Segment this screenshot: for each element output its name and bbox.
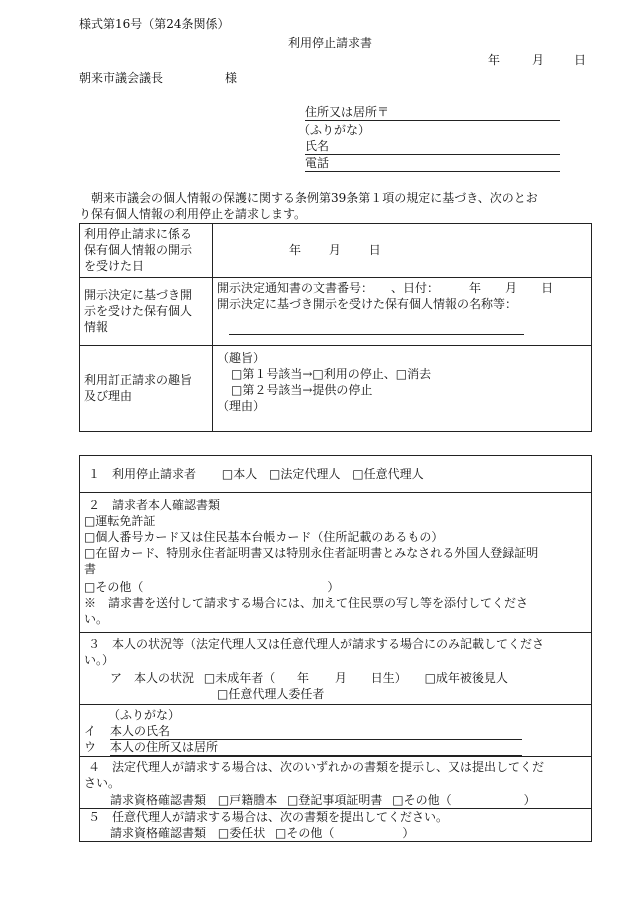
date-day-label: 日 — [574, 53, 587, 67]
label-line: 情報 — [84, 320, 109, 335]
stop-use-label: 利用の停止、 — [323, 366, 396, 381]
disclosure-date-label-cell — [80, 224, 213, 278]
stop-use-checkbox[interactable] — [312, 367, 323, 381]
status-label: ア 本人の状況 — [110, 671, 195, 685]
residence-card-label-cont: 書 — [84, 562, 97, 576]
section5-other-close: ） — [402, 826, 415, 840]
residence-card-label: 在留カード、特別永住者証明書又は特別永住者証明書とみなされる外国人登録証明 — [95, 546, 539, 560]
other-doc-close: ） — [327, 580, 340, 594]
registry-cert-label: 登記事項証明書 — [298, 793, 383, 807]
doc-date-label: 、日付： — [391, 280, 440, 295]
principal-address-prefix: ウ — [84, 740, 97, 754]
mynumber-card-label: 個人番号カード又は住民基本台帳カード（住所記載のあるもの） — [95, 530, 444, 544]
purpose-heading: （趣旨） — [217, 350, 266, 365]
section-3 — [80, 633, 591, 705]
principal-name-field[interactable] — [110, 723, 522, 740]
principal-name-label: 本人の氏名 — [110, 724, 171, 738]
disclosure-year-label: 年 — [289, 243, 302, 258]
disclosed-info-field[interactable] — [213, 277, 592, 345]
section-3-principal — [80, 705, 591, 757]
minor-born-label: 日生） — [370, 671, 407, 685]
self-label: 本人 — [233, 467, 258, 481]
other-doc-checkbox[interactable] — [84, 580, 95, 594]
guardian-label: 成年被後見人 — [435, 671, 508, 685]
addressee: 朝来市議会議長 — [79, 71, 164, 85]
doc-year-label: 年 — [469, 280, 482, 295]
info-name-underline — [229, 334, 524, 335]
date-month-label: 月 — [532, 53, 545, 67]
date-year-label: 年 — [488, 53, 501, 67]
purpose-field[interactable] — [213, 345, 592, 431]
section4-other-checkbox[interactable] — [392, 793, 403, 807]
residence-card-checkbox[interactable] — [84, 546, 95, 560]
reason-heading: （理由） — [217, 399, 266, 414]
doc-number-label: 開示決定通知書の文書番号： — [217, 280, 368, 295]
request-details-table — [79, 223, 592, 432]
delegator-checkbox[interactable] — [217, 687, 228, 701]
addressee-honorific: 様 — [225, 71, 238, 85]
disclosed-info-label-cell — [80, 277, 213, 345]
principal-address-field[interactable] — [110, 739, 522, 756]
section4-line2: さい。 — [84, 776, 121, 790]
section3-line2: い。） — [84, 653, 115, 667]
requester-name-label: 氏名 — [305, 139, 330, 153]
section1-label: １ 利用停止請求者 — [88, 467, 197, 481]
family-register-label: 戸籍謄本 — [229, 793, 278, 807]
section-2 — [80, 493, 591, 633]
license-label: 運転免許証 — [95, 514, 156, 528]
intro-line-1: 朝来市議会の個人情報の保護に関する条例第39条第１項の規定に基づき、次のとお — [91, 191, 538, 205]
license-checkbox[interactable] — [84, 514, 95, 528]
requester-details-box — [79, 455, 592, 842]
requester-phone-field[interactable] — [305, 155, 560, 172]
self-checkbox[interactable] — [222, 467, 233, 481]
other-doc-label: その他（ — [95, 580, 144, 594]
minor-year-label: 年 — [297, 671, 310, 685]
power-of-attorney-checkbox[interactable] — [218, 826, 229, 840]
option1-checkbox[interactable] — [231, 367, 242, 381]
voluntary-agent-label: 任意代理人 — [363, 467, 424, 481]
requester-address-label: 住所又は居所〒 — [305, 105, 390, 119]
family-register-checkbox[interactable] — [218, 793, 229, 807]
registry-cert-checkbox[interactable] — [287, 793, 298, 807]
erase-checkbox[interactable] — [396, 367, 407, 381]
option2-checkbox[interactable] — [231, 383, 242, 397]
disclosure-day-label: 日 — [368, 243, 381, 258]
section4-docs-label: 請求資格確認書類 — [110, 793, 207, 807]
requester-phone-label: 電話 — [305, 156, 330, 170]
section5-docs-label: 請求資格確認書類 — [110, 826, 207, 840]
section5-other-checkbox[interactable] — [275, 826, 286, 840]
principal-furigana-label: （ふりがな） — [108, 708, 181, 722]
section2-note-line2: い。 — [84, 612, 109, 626]
legal-agent-label: 法定代理人 — [280, 467, 341, 481]
section-1 — [80, 456, 591, 493]
principal-address-label: 本人の住所又は居所 — [110, 740, 219, 754]
label-line: 利用訂正請求の趣旨 — [84, 372, 193, 387]
section3-line1: ３ 本人の状況等（法定代理人又は任意代理人が請求する場合にのみ記載してくださ — [88, 637, 545, 651]
label-line: 示を受けた保有個人 — [84, 303, 193, 318]
section5-line1: ５ 任意代理人が請求する場合は、次の書類を提出してください。 — [88, 810, 449, 824]
disclosure-month-label: 月 — [328, 243, 341, 258]
section2-heading: ２ 請求者本人確認書類 — [88, 498, 221, 512]
disclosure-date-field[interactable] — [213, 224, 592, 278]
voluntary-agent-checkbox[interactable] — [352, 467, 363, 481]
minor-label: 未成年者（ — [215, 671, 276, 685]
section-4 — [80, 757, 591, 809]
section-5 — [80, 809, 591, 841]
legal-agent-checkbox[interactable] — [269, 467, 280, 481]
purpose-label-cell — [80, 345, 213, 431]
doc-month-label: 月 — [505, 280, 518, 295]
page-title: 利用停止請求書 — [288, 36, 373, 50]
label-line: 及び理由 — [84, 389, 133, 404]
minor-checkbox[interactable] — [204, 671, 215, 685]
requester-address-field[interactable] — [305, 104, 560, 121]
guardian-checkbox[interactable] — [425, 671, 436, 685]
mynumber-card-checkbox[interactable] — [84, 530, 95, 544]
requester-furigana-label: （ふりがな） — [298, 123, 371, 137]
section2-note-line1: ※ 請求書を送付して請求する場合には、加えて住民票の写し等を添付してくださ — [84, 596, 529, 610]
section4-line1: ４ 法定代理人が請求する場合は、次のいずれかの書類を提示し、又は提出してくだ — [88, 760, 545, 774]
delegator-label: 任意代理人委任者 — [228, 687, 325, 701]
form-number: 様式第16号（第24条関係） — [79, 17, 230, 31]
info-name-label: 開示決定に基づき開示を受けた保有個人情報の名称等： — [217, 296, 518, 311]
erase-label: 消去 — [407, 366, 432, 381]
option1-label: 第１号該当→ — [242, 366, 313, 381]
intro-line-2: り保有個人情報の利用停止を請求します。 — [79, 207, 307, 221]
requester-name-field[interactable] — [305, 138, 560, 155]
label-line: 利用停止請求に係る — [84, 227, 193, 241]
minor-month-label: 月 — [334, 671, 347, 685]
section4-other-label: その他（ — [403, 793, 452, 807]
label-line: 開示決定に基づき開 — [84, 287, 193, 302]
section5-other-label: その他（ — [286, 826, 335, 840]
doc-day-label: 日 — [541, 280, 554, 295]
section4-other-close: ） — [523, 793, 536, 807]
principal-name-prefix: イ — [84, 724, 97, 738]
label-line: を受けた日 — [84, 259, 145, 274]
label-line: 保有個人情報の開示 — [84, 243, 193, 258]
option2-label: 第２号該当→提供の停止 — [242, 382, 373, 397]
power-of-attorney-label: 委任状 — [229, 826, 266, 840]
